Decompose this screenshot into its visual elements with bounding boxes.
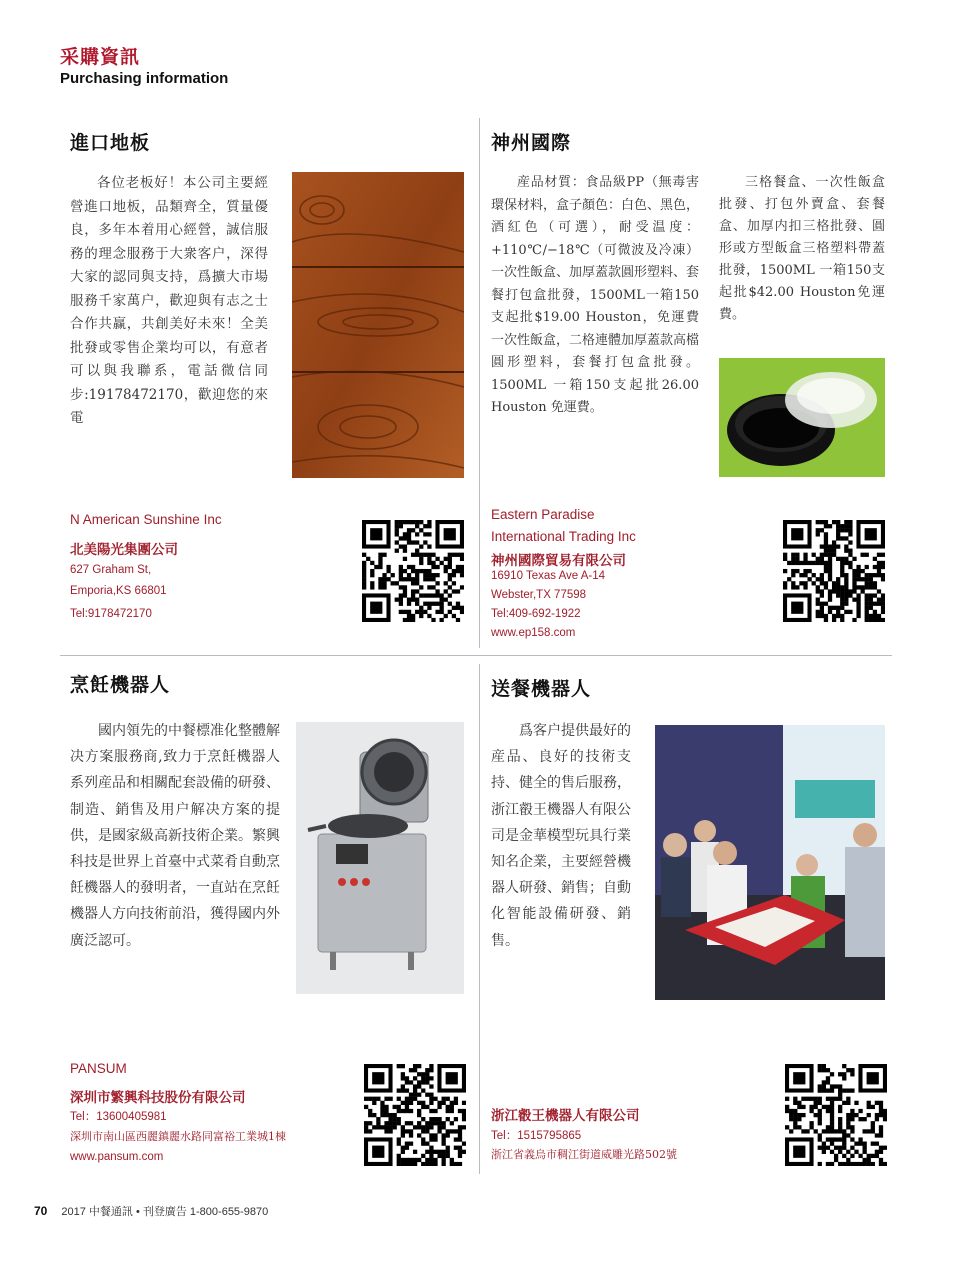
- flooring-company-cn: 北美陽光集團公司: [70, 542, 178, 558]
- header-title-cn: 采購資訊: [60, 46, 141, 68]
- shenzhou-tel: Tel:409-692-1922: [491, 608, 581, 620]
- cooking-tel: Tel：13600405981: [70, 1111, 167, 1123]
- shenzhou-company-en-1: Eastern Paradise: [491, 507, 595, 522]
- qr-pattern: [364, 1064, 466, 1166]
- header-title-en: Purchasing information: [60, 70, 229, 87]
- footer-text: 2017 中餐通訊 • 刊登廣告 1-800-655-9870: [61, 1206, 269, 1218]
- cooking-website-link[interactable]: www.pansum.com: [70, 1151, 164, 1163]
- flooring-address-2: Emporia,KS 66801: [70, 585, 167, 597]
- shenzhou-body-col2: 三格餐盒、一次性飯盒批發、打包外賣盒、套餐盒、加厚内扣三格批發、圓形或方型飯盒三格塑料帶蓋批發，1500ML 一箱150支起批$42.00 Houston免運費。: [719, 175, 885, 322]
- cooking-address: 深圳市南山區西麗鎮麗水路同富裕工業城1棟: [70, 1130, 286, 1143]
- cooking-robot-image: [296, 722, 464, 994]
- cooking-company-en: PANSUM: [70, 1061, 127, 1076]
- cooking-body: 國内領先的中餐標准化整體解决方案服務商,致力于烹飪機器人系列産品和相關配套設備的研發、制造、銷售及用户解决方案的提供，是國家級高新技術企業。繁興科技是世界上首臺中式菜肴自動烹飪機器人的發明者，一直站在烹飪機器人方向技術前沿，獲得國内外廣泛認可。: [70, 723, 280, 949]
- flooring-title: 進口地板: [70, 132, 151, 154]
- signing-ceremony-photo: [655, 725, 885, 1000]
- flooring-body: 各位老板好！本公司主要經營進口地板，品類齊全，質量優良，多年本着用心經營，誠信服務的理念服務于大衆客户，深得大家的認同與支持，爲擴大市場服務千家萬户，歡迎與有志之士合作共赢，共創美好未來！全美批發或零售企業均可以，有意者可以與我聯系，電話微信同步:19178472170，歡迎您的來電: [70, 175, 268, 426]
- shenzhou-website-link[interactable]: www.ep158.com: [491, 627, 576, 639]
- delivery-title: 送餐機器人: [491, 678, 592, 700]
- flooring-address-1: 627 Graham St,: [70, 564, 152, 576]
- shenzhou-contact: [491, 567, 605, 643]
- row-divider: [60, 655, 892, 656]
- qr-pattern: [785, 1064, 887, 1166]
- cooking-company-cn: 深圳市繁興科技股份有限公司: [70, 1090, 246, 1106]
- flooring-qr-code[interactable]: [362, 520, 464, 622]
- column-divider-bottom: [479, 664, 480, 1174]
- column-divider-top: [479, 118, 480, 648]
- delivery-tel: Tel：1515795865: [491, 1130, 582, 1142]
- flooring-company-en: N American Sunshine Inc: [70, 512, 222, 527]
- qr-pattern: [783, 520, 885, 622]
- flooring-contact: [70, 560, 167, 625]
- delivery-body: 爲客户提供最好的産品、良好的技術支持、健全的售后服務，浙江㲊王機器人有限公司是金華模型玩具行業知名企業，主要經營機器人研發、銷售；自動化智能設備研發、銷售。: [491, 723, 631, 949]
- delivery-qr-code[interactable]: [785, 1064, 887, 1166]
- page-footer: [34, 1203, 268, 1219]
- delivery-address: 浙江省義烏市稠江街道威雕光路502號: [491, 1148, 677, 1161]
- cooking-title: 烹飪機器人: [70, 674, 171, 696]
- shenzhou-qr-code[interactable]: [783, 520, 885, 622]
- qr-pattern: [362, 520, 464, 622]
- cooking-contact: [70, 1108, 286, 1168]
- page-number: 70: [34, 1204, 48, 1218]
- delivery-company-cn: 浙江㲊王機器人有限公司: [491, 1108, 640, 1124]
- shenzhou-address-1: 16910 Texas Ave A-14: [491, 570, 606, 582]
- cooking-qr-code[interactable]: [364, 1064, 466, 1166]
- wood-flooring-image: [292, 172, 464, 478]
- shenzhou-company-cn: 神州國際貿易有限公司: [491, 553, 626, 569]
- shenzhou-company-en-2: International Trading Inc: [491, 529, 636, 544]
- food-container-image: [719, 358, 885, 477]
- shenzhou-body-col1: 産品材質：食品級PP（無毒害環保材料，盒子顏色：白色、黑色，酒紅色（可選），耐受温度：+110℃/−18℃（可微波及冷凍）一次性飯盒、加厚蓋款圓形塑料、套餐打包盒批發，1500ML一箱150支起批$19.00 Houston，免運費一次性飯盒，二格連體加厚蓋款高檔圓形塑料，套餐打包盒批發。1500ML 一箱150支起批26.00 Houston 免運費。: [491, 175, 700, 415]
- shenzhou-address-2: Webster,TX 77598: [491, 589, 587, 601]
- shenzhou-title: 神州國際: [491, 132, 572, 154]
- flooring-tel: Tel:9178472170: [70, 608, 152, 620]
- delivery-contact: [491, 1128, 677, 1165]
